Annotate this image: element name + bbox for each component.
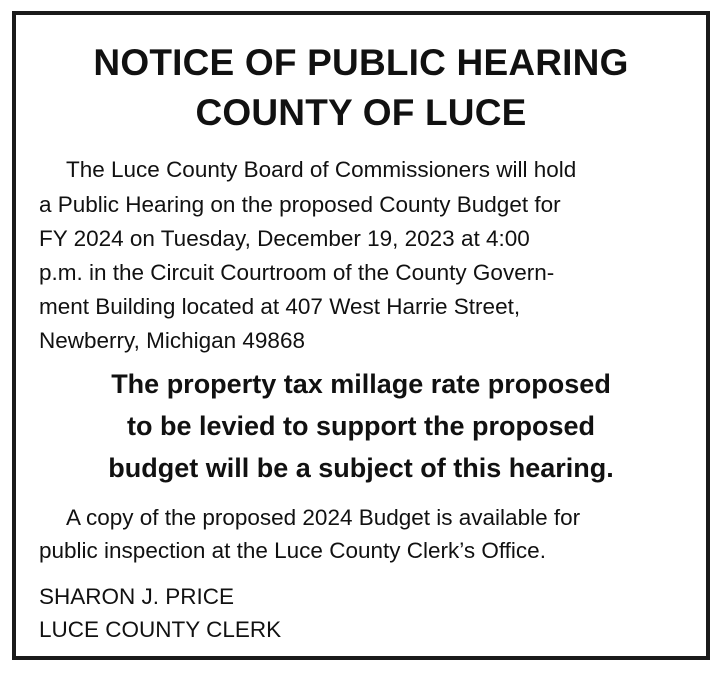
paragraph1-line: ment Building located at 407 West Harrie Street, bbox=[39, 294, 521, 319]
millage-statement-line: budget will be a subject of this hearing. bbox=[108, 453, 614, 483]
paragraph2-line: A copy of the proposed 2024 Budget is available for bbox=[66, 505, 581, 530]
paragraph2-line: public inspection at the Luce County Clerk’s Office. bbox=[39, 538, 546, 563]
notice-title: NOTICE OF PUBLIC HEARING bbox=[93, 42, 629, 83]
notice-subtitle: COUNTY OF LUCE bbox=[195, 92, 527, 133]
paragraph1-line: FY 2024 on Tuesday, December 19, 2023 at 4:00 bbox=[39, 226, 530, 251]
signature-name: SHARON J. PRICE bbox=[39, 584, 235, 609]
paragraph1-line: The Luce County Board of Commissioners will hold bbox=[66, 157, 577, 182]
paragraph1-line: a Public Hearing on the proposed County Budget for bbox=[39, 192, 561, 217]
signature-title: LUCE COUNTY CLERK bbox=[39, 617, 282, 642]
paragraph1-line: p.m. in the Circuit Courtroom of the County Govern- bbox=[39, 260, 555, 285]
paragraph1-line: Newberry, Michigan 49868 bbox=[39, 328, 305, 353]
millage-statement-line: The property tax millage rate proposed bbox=[111, 369, 611, 399]
millage-statement-line: to be levied to support the proposed bbox=[126, 411, 596, 441]
public-hearing-notice bbox=[12, 11, 710, 660]
